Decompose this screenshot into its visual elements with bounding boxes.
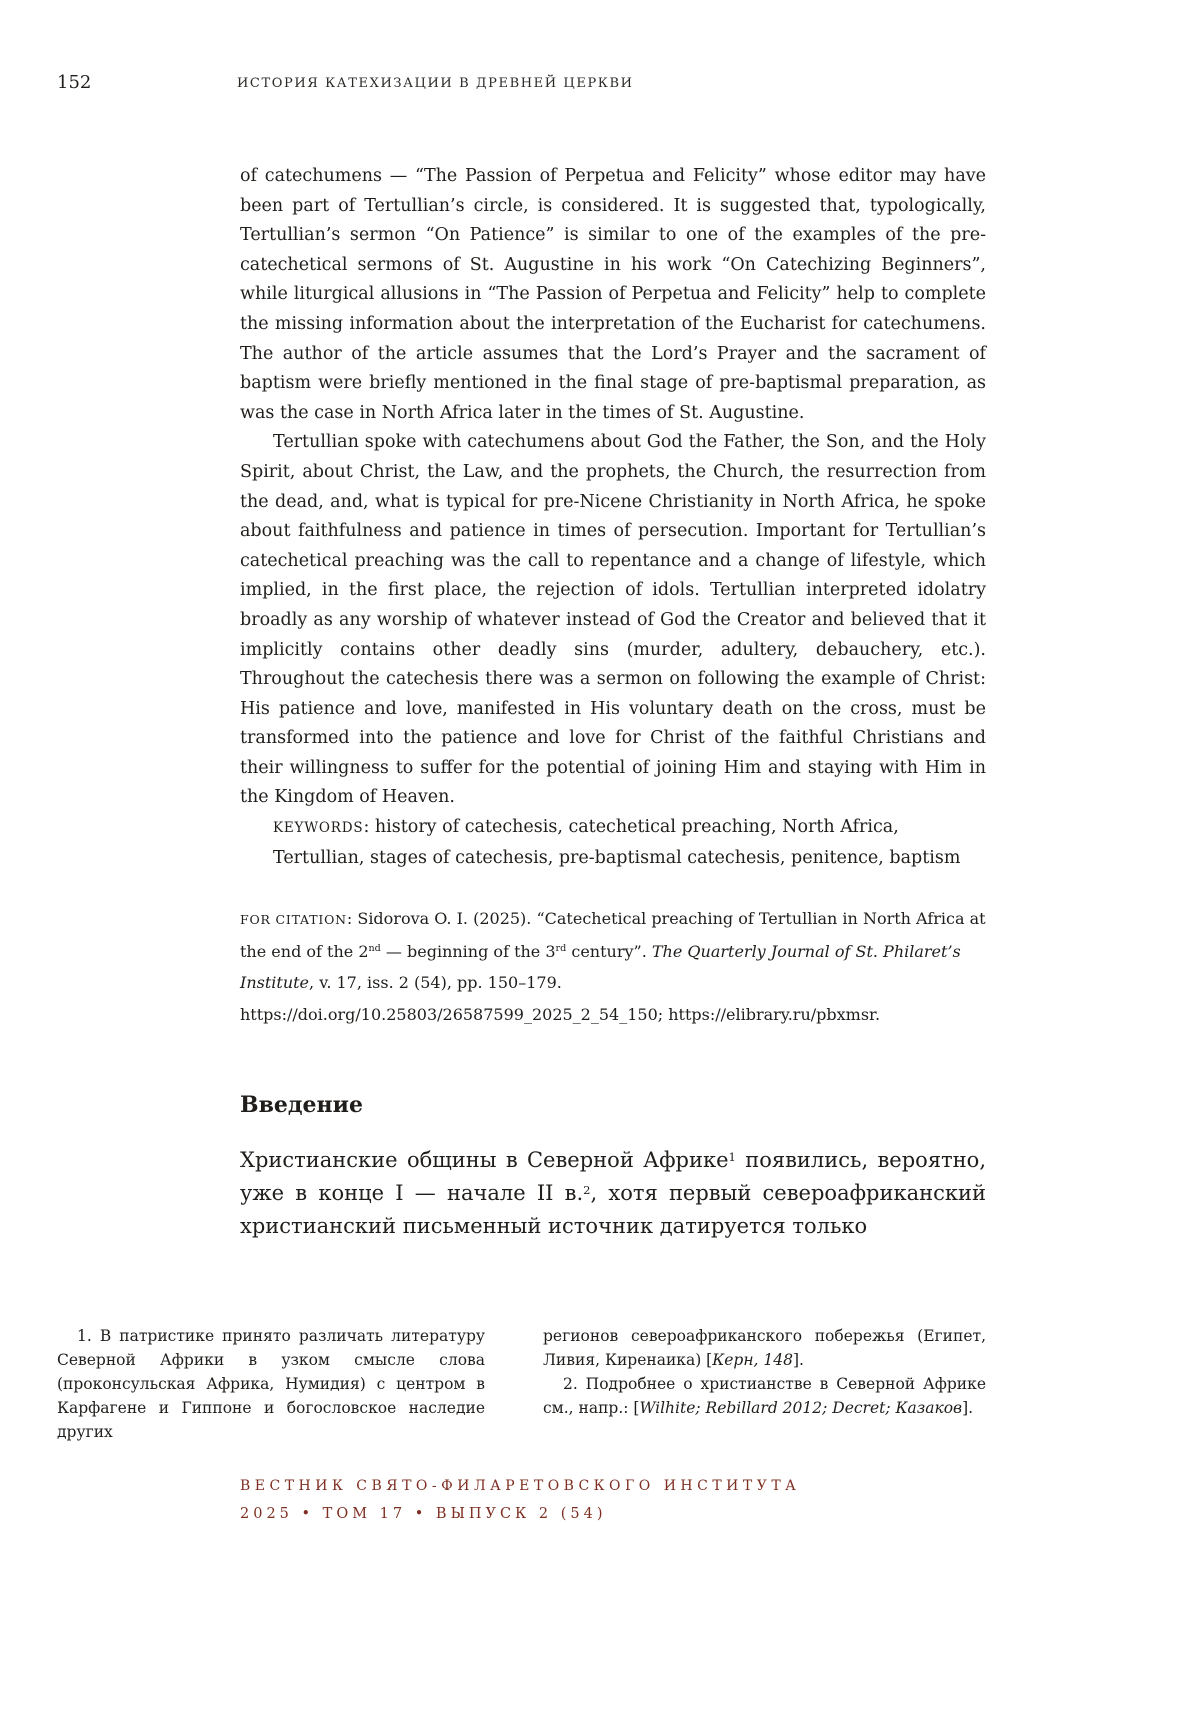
- running-title: ИСТОРИЯ КАТЕХИЗАЦИИ В ДРЕВНЕЙ ЦЕРКВИ: [237, 76, 634, 91]
- footnote-1: 1. В патристике принято различать литературу Северной Африки в узком смысле слова (проконсульская Африка, Нумидия) с центром в Карфагене и Гиппоне и богословское наследие других: [57, 1327, 485, 1441]
- page-footer: [240, 1478, 800, 1522]
- footnote-text-segment: 2. Подробнее о христианстве в Северной Африке см., напр.: [: [543, 1375, 986, 1417]
- journal-name-footer: ВЕСТНИК СВЯТО-ФИЛАРЕТОВСКОГО ИНСТИТУТА: [240, 1478, 801, 1494]
- citation-block: [240, 903, 986, 1030]
- page-number: 152: [57, 72, 92, 93]
- ordinal-suffix: rd: [555, 943, 567, 955]
- abstract-paragraph: Tertullian spoke with catechumens about God the Father, the Son, and the Holy Spirit, about Christ, the Law, and the prophets, the Church, the resurrection from the dead, and, what is typical for pre-Nicene Christianity in North Africa, he spoke about faithfulness and patience in times of persecution. Important for Tertullian’s catechetical preaching was the call to repentance and a change of lifestyle, which implied, in the first place, the rejection of idols. Tertullian interpreted idolatry broadly as any worship of whatever instead of God the Creator and believed that it implicitly contains other deadly sins (murder, adultery, debauchery, etc.). Throughout the catechesis there was a sermon on following the example of Christ: His patience and love, manifested in His voluntary death on the cross, must be transformed into the patience and love for Christ of the faithful Christians and their willingness to suffer for the potential of joining Him and staying with Him in the Kingdom of Heaven.: [240, 432, 986, 808]
- citation-segment: .: [874, 1004, 881, 1024]
- section-heading: Введение: [240, 1092, 363, 1119]
- page-header: [57, 72, 987, 102]
- citation-label: FOR CITATION: [240, 912, 347, 928]
- citation-segment: , v. 17, iss. 2 (54), pp. 150–179.: [309, 973, 562, 993]
- keywords-label: KEYWORDS: [273, 820, 364, 837]
- ordinal-suffix: nd: [368, 943, 381, 955]
- intro-segment: , хотя первый североафриканский христианский письменный источник датируется только: [240, 1181, 986, 1239]
- footnote-citation-italic: Wilhite; Rebillard 2012; Decret; Казаков: [639, 1399, 963, 1417]
- journal-title-italic: The Quarterly Journal of St. Philaret’s Institute: [240, 941, 961, 993]
- intro-segment: Христианские общины в Северной Африке: [240, 1148, 729, 1173]
- footnote-ref-1: 1: [728, 1149, 736, 1164]
- citation-segment: ;: [657, 1004, 669, 1024]
- citation-segment: — beginning of the 3: [380, 941, 556, 961]
- keywords-text: : history of catechesis, catechetical preaching, North Africa, Tertullian, stages of catechesis, pre-baptismal catechesis, penitence, baptism: [273, 817, 961, 868]
- citation-segment: : Sidorova O. I. (2025). “Catechetical preaching of Tertullian in North Africa at the end of the 2: [240, 909, 986, 961]
- footnote-2: [543, 1372, 986, 1420]
- intro-segment: появились, вероятно, уже в конце I — начале II в.: [240, 1148, 986, 1206]
- footnote-text-segment: регионов североафриканского побережья (Египет, Ливия, Киренаика) [: [543, 1327, 986, 1369]
- citation-segment: century”.: [566, 941, 652, 961]
- footnote-text-segment: ].: [962, 1399, 974, 1417]
- footnote-citation-italic: Керн, 148: [712, 1351, 793, 1369]
- footnotes-section: [57, 1324, 986, 1444]
- footnote-1-continuation: [543, 1324, 986, 1372]
- footnote-column-right: [543, 1324, 986, 1444]
- keywords-block: [273, 813, 986, 873]
- abstract-paragraph: of catechumens — “The Passion of Perpetua and Felicity” whose editor may have been part of Tertullian’s circle, is considered. It is suggested that, typologically, Tertullian’s sermon “On Patience” is similar to one of the examples of the pre-catechetical sermons of St. Augustine in his work “On Catechizing Beginners”, while liturgical allusions in “The Passion of Perpetua and Felicity” help to complete the missing information about the interpretation of the Eucharist for catechumens. The author of the article assumes that the Lord’s Prayer and the sacrament of baptism were briefly mentioned in the final stage of pre-baptismal preparation, as was the case in North Africa later in the times of St. Augustine.: [240, 166, 986, 423]
- issue-info-footer: 2025 • ТОМ 17 • ВЫПУСК 2 (54): [240, 1506, 607, 1522]
- footnote-ref-2: 2: [583, 1182, 591, 1197]
- article-body: [240, 162, 986, 1243]
- doi-link[interactable]: https://doi.org/10.25803/26587599_2025_2_54_150: [240, 1004, 658, 1024]
- intro-paragraph: [240, 1144, 986, 1243]
- footnote-text-segment: ].: [792, 1351, 804, 1369]
- elibrary-link[interactable]: https://elibrary.ru/pbxmsr: [668, 1004, 875, 1024]
- footnote-column-left: [57, 1324, 485, 1444]
